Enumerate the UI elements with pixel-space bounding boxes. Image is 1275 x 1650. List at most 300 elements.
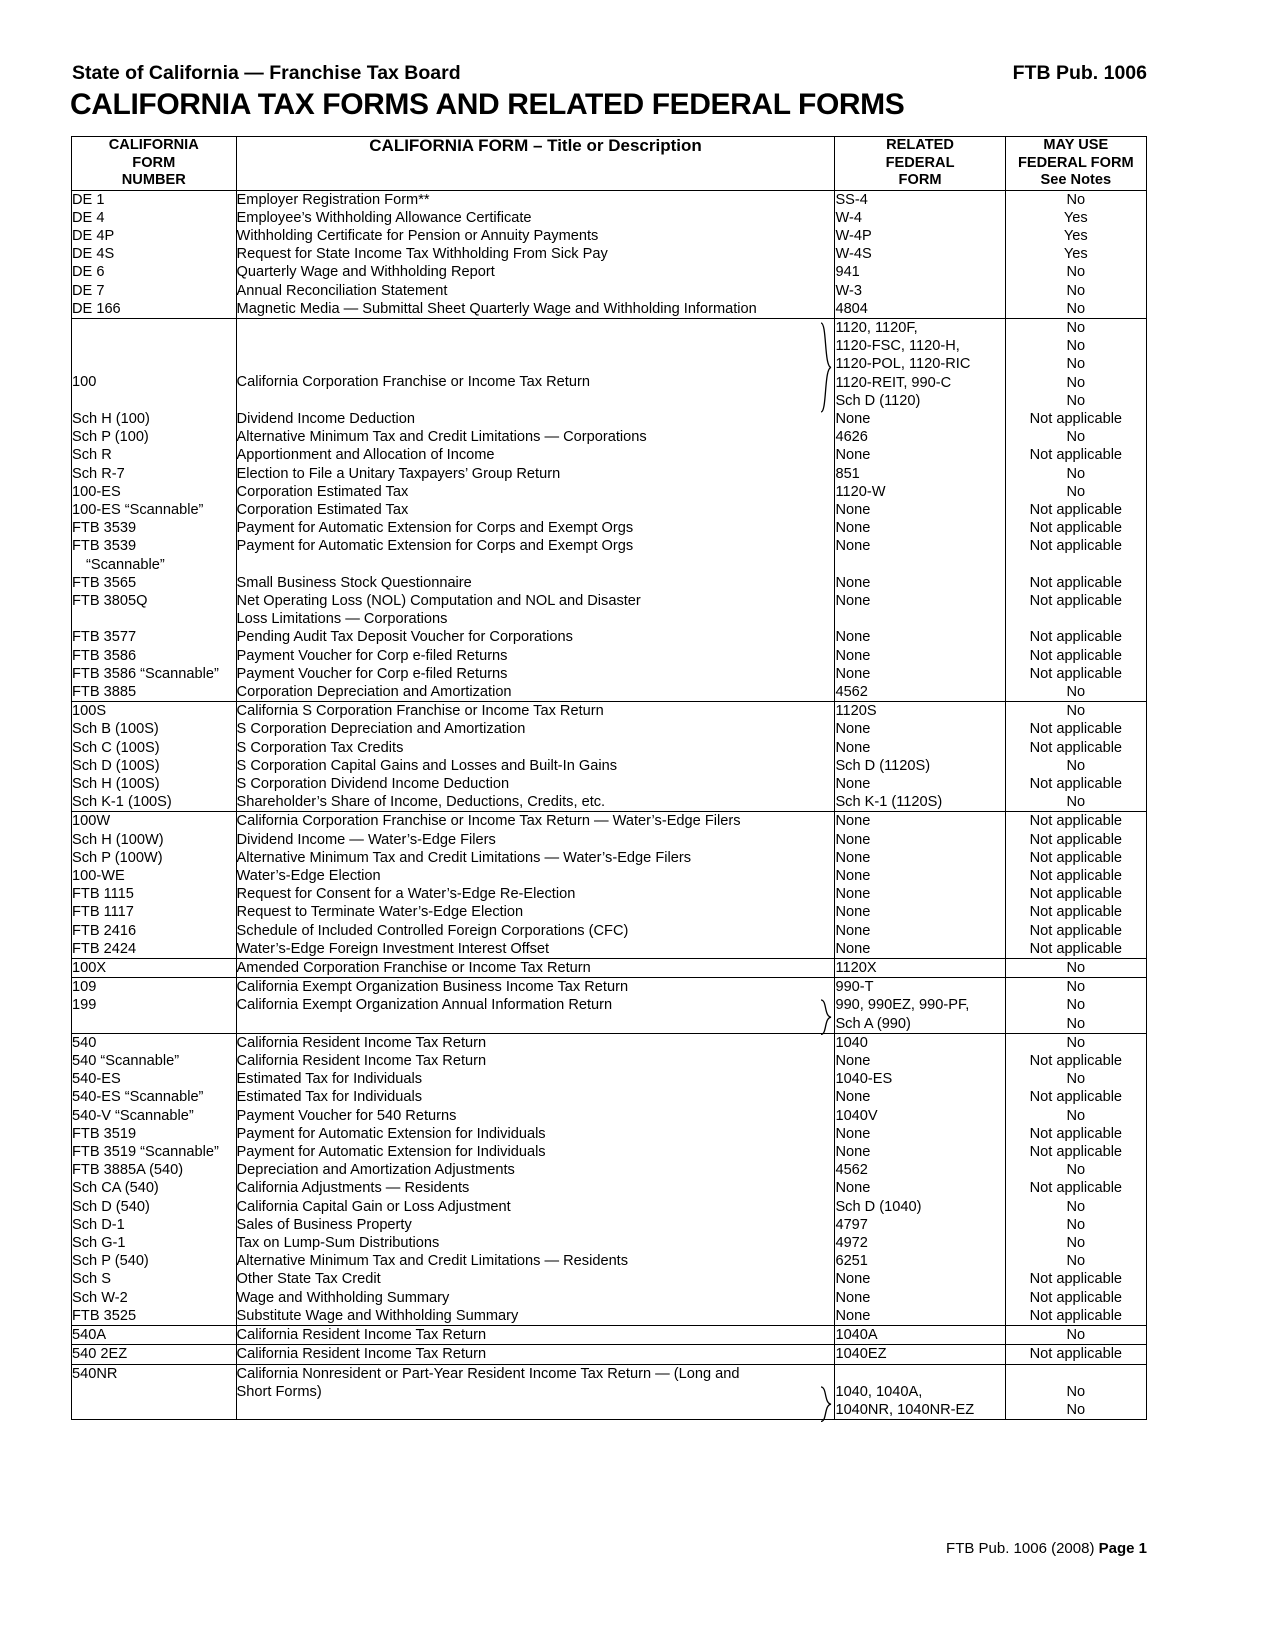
cell-form-number [72,1179,237,1197]
description-text: California Corporation Franchise or Income Tax Return — Water’s-Edge Filers [236,813,741,830]
cell-description [236,702,835,721]
cell-description [236,1161,835,1179]
federal-form-text: None [835,1053,871,1070]
table-row [72,628,1147,646]
cell-may-use-federal-form [1005,922,1146,940]
table-row [72,812,1147,831]
cell-description [236,812,835,831]
form-number-text: 540-V “Scannable” [72,1107,194,1124]
form-number-text: FTB 2416 [72,922,137,939]
column-header-related-federal-form: RELATED FEDERAL FORM [835,137,1005,191]
cell-related-federal-form [835,537,1005,573]
may-use-text: No [1066,703,1086,720]
cell-form-number [72,446,237,464]
cell-form-number [72,849,237,867]
description-text: California Exempt Organization Annual Information Return [236,997,613,1014]
table-row [72,903,1147,921]
cell-description [236,1070,835,1088]
cell-related-federal-form [835,831,1005,849]
form-number-text: Sch D-1 [72,1216,125,1233]
federal-form-text: 1120-POL, 1120-RIC [835,356,971,373]
cell-related-federal-form [835,190,1005,209]
description-text: California Resident Income Tax Return [236,1034,487,1051]
form-number-text: Sch K-1 (100S) [72,794,172,811]
federal-form-text: 1040V [835,1107,878,1124]
federal-form-text: None [835,721,871,738]
cell-form-number [72,282,237,300]
federal-form-text: 4797 [835,1216,868,1233]
cell-description [236,1216,835,1234]
form-number-text: 100 [72,374,97,391]
cell-may-use-federal-form [1005,1326,1146,1345]
cell-may-use-federal-form [1005,628,1146,646]
cell-related-federal-form [835,1143,1005,1161]
cell-may-use-federal-form [1005,757,1146,775]
federal-form-text: 990-T [835,979,874,996]
form-number-text: Sch P (100) [72,429,149,446]
cell-related-federal-form [835,1364,1005,1420]
cell-may-use-federal-form [1005,1070,1146,1088]
form-number-text: Sch H (100S) [72,776,160,792]
cell-form-number [72,263,237,281]
may-use-text: Not applicable [1029,904,1123,921]
federal-form-text: Sch A (990) [835,1015,911,1032]
form-number-text: Sch D (100S) [72,757,160,774]
federal-form-text: 851 [835,465,860,482]
form-number-text-cont: “Scannable” [86,556,165,573]
description-text: Employee’s Withholding Allowance Certificate [236,209,532,226]
may-use-text: No [1066,392,1086,409]
cell-form-number [72,1161,237,1179]
cell-related-federal-form [835,702,1005,721]
cell-description [236,1364,835,1420]
cell-description [236,574,835,592]
may-use-text: No [1066,282,1086,299]
may-use-text: No [1066,794,1086,811]
federal-form-text: W-4 [835,209,862,226]
description-text: Alternative Minimum Tax and Credit Limitations — Corporations [236,429,647,446]
table-row [72,793,1147,812]
table-row [72,227,1147,245]
form-number-text: 100S [72,703,107,720]
cell-related-federal-form [835,867,1005,885]
description-text: California Capital Gain or Loss Adjustment [236,1198,511,1215]
cell-form-number [72,831,237,849]
cell-related-federal-form [835,1198,1005,1216]
federal-form-text: None [835,629,871,646]
cell-description [236,537,835,573]
federal-form-text: None [835,410,871,427]
cell-may-use-federal-form [1005,1216,1146,1234]
cell-may-use-federal-form [1005,1307,1146,1326]
cell-may-use-federal-form [1005,720,1146,738]
may-use-text: Not applicable [1029,665,1123,682]
federal-form-text: 1120, 1120F, [835,319,918,336]
description-text: Dividend Income Deduction [236,410,416,427]
cell-description [236,903,835,921]
cell-form-number [72,209,237,227]
page-title: CALIFORNIA TAX FORMS AND RELATED FEDERAL FORMS [70,88,905,121]
cell-description [236,483,835,501]
cell-description [236,318,835,410]
may-use-text: Not applicable [1029,520,1123,537]
federal-form-text: None [835,1125,871,1142]
may-use-text: Yes [1063,227,1088,244]
table-header-row [72,137,1147,191]
cell-related-federal-form [835,978,1005,997]
table-row [72,446,1147,464]
cell-description [236,1307,835,1326]
may-use-text: Not applicable [1029,1125,1123,1142]
table-row [72,1307,1147,1326]
description-text: Estimated Tax for Individuals [236,1071,423,1088]
form-number-text: 540 [72,1034,97,1051]
table-row [72,1052,1147,1070]
cell-may-use-federal-form [1005,849,1146,867]
form-number-text: 199 [72,997,97,1014]
may-use-text: No [1066,1034,1086,1051]
cell-related-federal-form [835,1161,1005,1179]
cell-description [236,885,835,903]
cell-related-federal-form [835,227,1005,245]
cell-form-number [72,1289,237,1307]
cell-form-number [72,793,237,812]
form-number-text: Sch P (100W) [72,849,163,866]
federal-form-text: 1040A [835,1327,878,1344]
cell-related-federal-form [835,739,1005,757]
description-text: Corporation Estimated Tax [236,501,409,518]
description-text: S Corporation Dividend Income Deduction [236,776,510,792]
description-text: Shareholder’s Share of Income, Deductions, Credits, etc. [236,794,606,811]
table-row [72,849,1147,867]
cell-may-use-federal-form [1005,793,1146,812]
line-spacer [237,337,835,355]
table-row [72,1125,1147,1143]
federal-form-text: None [835,886,871,903]
cell-form-number [72,1364,237,1420]
form-number-text: 540 2EZ [72,1346,128,1363]
table-row [72,1289,1147,1307]
page-footer [72,1540,1147,1557]
form-number-text: FTB 1117 [72,904,134,921]
cell-related-federal-form [835,428,1005,446]
cell-description [236,739,835,757]
cell-related-federal-form [835,446,1005,464]
cell-description [236,628,835,646]
form-number-text: 100-ES “Scannable” [72,501,204,518]
form-number-text: 109 [72,979,97,996]
federal-form-text: None [835,538,871,555]
form-number-text: FTB 2424 [72,940,137,957]
description-text: Payment for Automatic Extension for Corps and Exempt Orgs [236,520,634,537]
cell-may-use-federal-form [1005,647,1146,665]
form-number-text: Sch CA (540) [72,1180,159,1197]
description-text: S Corporation Capital Gains and Losses and Built-In Gains [236,757,618,774]
may-use-text: Not applicable [1029,574,1123,591]
cell-form-number [72,628,237,646]
federal-form-text: Sch D (1120S) [835,757,931,774]
cell-form-number [72,1198,237,1216]
form-number-text: DE 1 [72,191,105,208]
line-spacer [237,355,835,373]
cell-description [236,1252,835,1270]
form-number-text: 540NR [72,1365,118,1382]
cell-form-number [72,537,237,573]
cell-related-federal-form [835,465,1005,483]
cell-form-number [72,245,237,263]
form-number-text: 540-ES [72,1071,121,1088]
forms-table [71,136,1147,1420]
may-use-text: Not applicable [1029,1271,1123,1288]
cell-description [236,245,835,263]
description-text: Request for State Income Tax Withholding From Sick Pay [236,246,608,263]
description-text: California Resident Income Tax Return [236,1053,487,1070]
table-row [72,574,1147,592]
federal-form-text: 4562 [835,1162,868,1179]
cell-related-federal-form [835,1125,1005,1143]
description-text: Small Business Stock Questionnaire [236,574,472,591]
line-spacer [72,319,236,337]
may-use-text: Yes [1063,209,1088,226]
federal-form-text: W-4P [835,227,872,244]
form-number-text: FTB 3519 “Scannable” [72,1144,219,1161]
footer-publication: FTB Pub. 1006 (2008) [946,1540,1099,1557]
cell-description [236,1052,835,1070]
cell-may-use-federal-form [1005,519,1146,537]
may-use-text: No [1066,960,1086,977]
cell-description [236,1125,835,1143]
cell-may-use-federal-form [1005,1161,1146,1179]
cell-form-number [72,519,237,537]
description-text: Water’s-Edge Foreign Investment Interest Offset [236,940,550,957]
cell-description [236,428,835,446]
cell-description [236,647,835,665]
cell-may-use-federal-form [1005,428,1146,446]
federal-form-text: None [835,1180,871,1197]
cell-may-use-federal-form [1005,227,1146,245]
cell-related-federal-form [835,683,1005,702]
form-number-text: FTB 3565 [72,574,137,591]
federal-form-text: None [835,647,871,664]
cell-related-federal-form [835,1289,1005,1307]
federal-form-text: SS-4 [835,191,868,208]
table-row [72,1179,1147,1197]
line-spacer [72,355,236,373]
cell-form-number [72,1216,237,1234]
form-number-text: Sch H (100) [72,410,150,427]
may-use-text: Not applicable [1029,538,1123,555]
may-use-text: No [1066,1235,1086,1252]
description-text: Substitute Wage and Withholding Summary [236,1307,519,1324]
description-text: S Corporation Depreciation and Amortization [236,721,526,738]
cell-may-use-federal-form [1005,812,1146,831]
form-number-text: FTB 3586 “Scannable” [72,665,219,682]
cell-related-federal-form [835,209,1005,227]
brace-icon [820,1386,832,1422]
federal-form-text: W-4S [835,246,872,263]
table-row [72,720,1147,738]
table-row [72,537,1147,573]
table-row [72,209,1147,227]
form-number-text: DE 6 [72,264,105,281]
description-text: Net Operating Loss (NOL) Computation and NOL and Disaster [236,592,641,609]
may-use-text: No [1066,319,1086,336]
cell-may-use-federal-form [1005,683,1146,702]
form-number-text: DE 4S [72,246,115,263]
federal-form-text: 6251 [835,1253,868,1270]
table-row [72,1270,1147,1288]
federal-form-text: W-3 [835,282,862,299]
may-use-text: No [1066,997,1086,1014]
federal-form-text: 4562 [835,683,868,700]
table-row [72,1161,1147,1179]
description-text: Payment Voucher for Corp e-filed Returns [236,665,508,682]
cell-may-use-federal-form [1005,1033,1146,1052]
cell-may-use-federal-form [1005,574,1146,592]
cell-form-number [72,1107,237,1125]
may-use-text: No [1066,1071,1086,1088]
cell-related-federal-form [835,775,1005,793]
cell-may-use-federal-form [1005,867,1146,885]
cell-description [236,1270,835,1288]
cell-form-number [72,1033,237,1052]
cell-may-use-federal-form [1005,245,1146,263]
description-text: Election to File a Unitary Taxpayers’ Group Return [236,465,561,482]
description-text-cont: Short Forms) [236,1383,322,1400]
cell-may-use-federal-form [1005,537,1146,573]
federal-form-text: None [835,831,871,848]
cell-related-federal-form [835,592,1005,628]
line-spacer [72,337,236,355]
cell-related-federal-form [835,1345,1005,1364]
may-use-text: Not applicable [1029,410,1123,427]
federal-form-text: None [835,904,871,921]
cell-may-use-federal-form [1005,190,1146,209]
may-use-text: Not applicable [1029,886,1123,903]
table-body [72,190,1147,1420]
line-spacer [237,319,835,337]
cell-form-number [72,501,237,519]
cell-may-use-federal-form [1005,739,1146,757]
description-text: Employer Registration Form** [236,191,430,208]
cell-form-number [72,1125,237,1143]
may-use-text: Not applicable [1029,629,1123,646]
table-row [72,1216,1147,1234]
cell-related-federal-form [835,574,1005,592]
cell-may-use-federal-form [1005,209,1146,227]
description-text: California Exempt Organization Business Income Tax Return [236,979,629,996]
cell-related-federal-form [835,1252,1005,1270]
cell-description [236,1234,835,1252]
description-text: Request to Terminate Water’s-Edge Election [236,904,524,921]
cell-form-number [72,903,237,921]
form-number-text: Sch C (100S) [72,739,160,756]
description-text: Payment for Automatic Extension for Corps and Exempt Orgs [236,538,634,555]
cell-related-federal-form [835,812,1005,831]
cell-may-use-federal-form [1005,1107,1146,1125]
line-spacer [835,1365,1004,1383]
may-use-text: No [1066,757,1086,774]
cell-related-federal-form [835,263,1005,281]
cell-description [236,922,835,940]
cell-form-number [72,190,237,209]
cell-description [236,446,835,464]
description-text: S Corporation Tax Credits [236,739,404,756]
publication-number: FTB Pub. 1006 [1012,62,1147,84]
may-use-text: No [1066,683,1086,700]
cell-description [236,1033,835,1052]
cell-form-number [72,1234,237,1252]
may-use-text: Not applicable [1029,1307,1123,1324]
table-row [72,282,1147,300]
cell-form-number [72,1088,237,1106]
cell-may-use-federal-form [1005,1088,1146,1106]
cell-form-number [72,1345,237,1364]
cell-may-use-federal-form [1005,483,1146,501]
cell-form-number [72,465,237,483]
federal-form-text: None [835,1144,871,1161]
column-header-may-use-federal-form: MAY USE FEDERAL FORM See Notes [1005,137,1146,191]
form-number-text: Sch D (540) [72,1198,150,1215]
cell-form-number [72,739,237,757]
table-row [72,885,1147,903]
cell-may-use-federal-form [1005,1179,1146,1197]
may-use-text: Not applicable [1029,1053,1123,1070]
may-use-text: No [1066,1401,1086,1418]
federal-form-text: None [835,940,871,957]
table-row [72,996,1147,1033]
cell-description [236,1345,835,1364]
brace-icon [820,999,832,1035]
may-use-text: No [1066,1383,1086,1400]
table-row [72,1326,1147,1345]
federal-form-text: None [835,1271,871,1288]
description-text: Water’s-Edge Election [236,868,381,885]
table-row [72,978,1147,997]
description-text-cont: Loss Limitations — Corporations [236,611,448,628]
cell-form-number [72,410,237,428]
form-number-text: 100W [72,813,111,830]
cell-related-federal-form [835,410,1005,428]
cell-description [236,1107,835,1125]
federal-form-text: None [835,776,871,792]
cell-related-federal-form [835,940,1005,959]
cell-related-federal-form [835,1052,1005,1070]
table-row [72,1143,1147,1161]
cell-form-number [72,757,237,775]
cell-may-use-federal-form [1005,940,1146,959]
table-row [72,501,1147,519]
federal-form-text: None [835,868,871,885]
may-use-text: Not applicable [1029,776,1123,792]
cell-may-use-federal-form [1005,1270,1146,1288]
form-number-text: Sch G-1 [72,1235,126,1252]
form-number-text: Sch H (100W) [72,831,164,848]
description-text: Amended Corporation Franchise or Income Tax Return [236,960,591,977]
federal-form-text: 1040-ES [835,1071,893,1088]
may-use-text: Not applicable [1029,1144,1123,1161]
federal-form-text: None [835,574,871,591]
federal-form-text: None [835,665,871,682]
cell-description [236,227,835,245]
description-text: Other State Tax Credit [236,1271,381,1288]
cell-form-number [72,300,237,319]
federal-form-text: Sch D (1120) [835,392,921,409]
may-use-text: No [1066,356,1086,373]
may-use-text: Not applicable [1029,739,1123,756]
cell-form-number [72,1052,237,1070]
may-use-text: No [1066,483,1086,500]
